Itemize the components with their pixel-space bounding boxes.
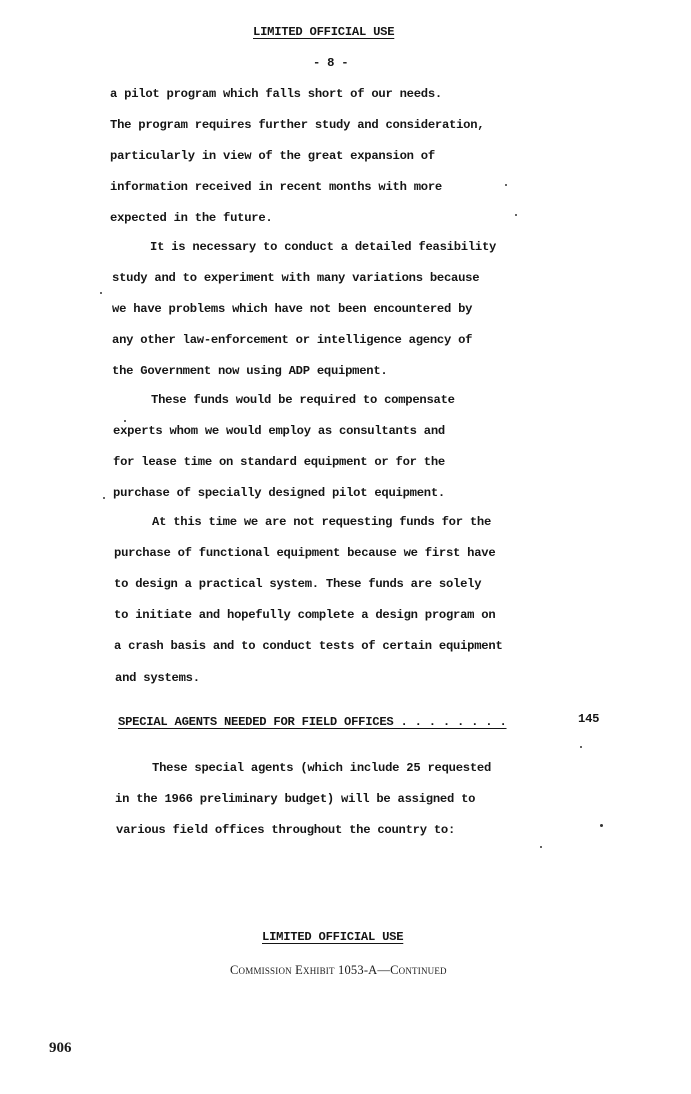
text-line: for lease time on standard equipment or for the [113,455,445,469]
text-line: the Government now using ADP equipment. [112,364,388,378]
text-line: a crash basis and to conduct tests of certain equipment [114,639,503,653]
text-line: These funds would be required to compensate [151,393,455,407]
text-line: At this time we are not requesting funds for the [152,515,492,529]
text-line: information received in recent months with more [110,180,442,194]
scan-speck [600,824,603,827]
exhibit-caption: Commission Exhibit 1053-A—Continued [230,963,447,977]
text-line: expected in the future. [110,211,273,225]
text-line: The program requires further study and consideration, [110,118,485,132]
text-line: we have problems which have not been encountered by [112,302,473,316]
text-line: purchase of specially designed pilot equipment. [113,486,445,500]
text-line: various field offices throughout the country to: [116,823,456,837]
text-line: in the 1966 preliminary budget) will be assigned to [115,792,476,806]
text-line: particularly in view of the great expansion of [110,149,435,163]
scan-speck [124,420,126,422]
scan-speck [103,497,105,499]
text-line: It is necessary to conduct a detailed feasibility [150,240,497,254]
text-line: purchase of functional equipment because we first have [114,546,496,560]
scan-speck [580,746,582,748]
scan-speck [515,214,517,216]
scan-speck [100,292,102,294]
text-line: to initiate and hopefully complete a design program on [114,608,496,622]
text-line: study and to experiment with many variations because [112,271,480,285]
section-heading: SPECIAL AGENTS NEEDED FOR FIELD OFFICES . . . . . . . . [118,715,507,729]
text-line: any other law-enforcement or intelligence agency of [112,333,473,347]
text-line: and systems. [115,671,200,685]
classification-header: LIMITED OFFICIAL USE [253,25,395,39]
text-line: a pilot program which falls short of our needs. [110,87,442,101]
text-line: experts whom we would employ as consultants and [113,424,445,438]
classification-footer: LIMITED OFFICIAL USE [262,930,404,944]
text-line: These special agents (which include 25 requested [152,761,492,775]
section-number: 145 [578,712,600,726]
scan-speck [505,184,507,186]
text-line: to design a practical system. These funds are solely [114,577,482,591]
scan-speck [540,846,542,848]
page-number: 906 [49,1040,72,1056]
page-marker: - 8 - [313,56,349,70]
